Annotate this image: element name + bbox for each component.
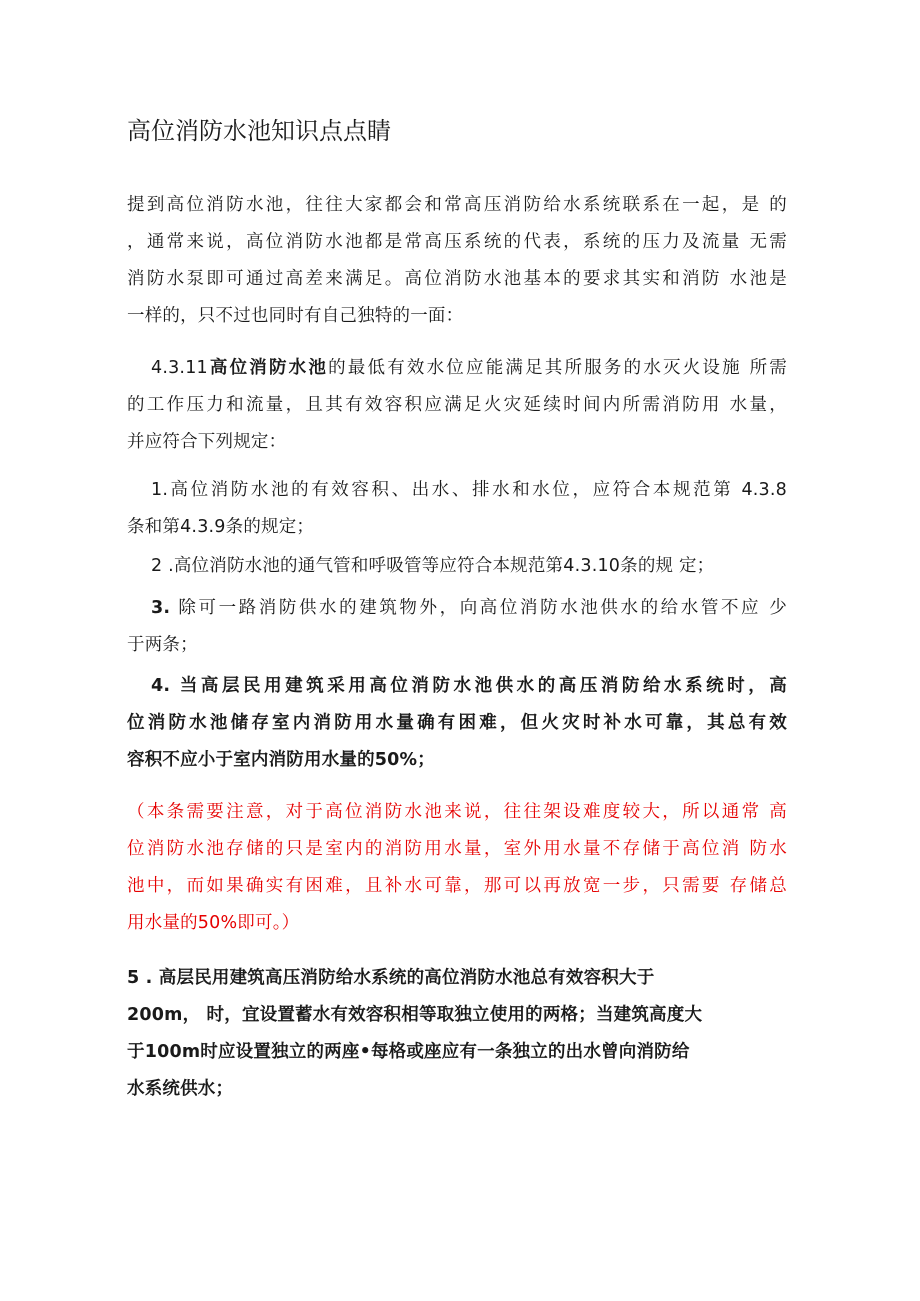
note-paragraph bbox=[127, 794, 787, 942]
clause-number: 4.3.11 bbox=[151, 358, 208, 378]
note-line: （本条需要注意，对于高位消防水池来说，往往架设难度较大，所以通常 高 bbox=[127, 802, 787, 822]
intro-line: ，通常来说，高位消防水池都是常高压系统的代表，系统的压力及流量 无需 bbox=[127, 232, 787, 252]
intro-line: 提到高位消防水池，往往大家都会和常高压消防给水系统联系在一起，是 的 bbox=[127, 195, 787, 215]
intro-line: 一样的，只不过也同时有自己独特的一面： bbox=[127, 306, 464, 326]
note-line: 池中，而如果确实有困难，且补水可靠，那可以再放宽一步，只需要 存储总 bbox=[127, 876, 787, 896]
list-item-line: 4. 当高层民用建筑采用高位消防水池供水的高压消防给水系统时，高 bbox=[151, 676, 787, 696]
list-item-4 bbox=[127, 668, 787, 779]
clause-text: 的最低有效水位应能满足其所服务的水灭火设施 所需 bbox=[328, 358, 787, 378]
list-item-line: 于100m时应设置独立的两座•每格或座应有一条独立的出水曾向消防给 bbox=[127, 1042, 690, 1062]
list-item-line: 5 . 高层民用建筑高压消防给水系统的高位消防水池总有效容积大于 bbox=[127, 968, 655, 988]
list-item-2 bbox=[127, 548, 787, 585]
list-item-line: 位消防水池储存室内消防用水量确有困难，但火灾时补水可靠，其总有效 bbox=[127, 713, 787, 733]
clause-4-3-11 bbox=[127, 350, 787, 461]
list-item-5 bbox=[127, 960, 787, 1108]
note-line: 位消防水池存储的只是室内的消防用水量，室外用水量不存储于高位消 防水 bbox=[127, 839, 787, 859]
note-line: 用水量的50%即可。） bbox=[127, 913, 300, 933]
list-item-3 bbox=[127, 590, 787, 664]
list-item-line: 水系统供水； bbox=[127, 1079, 234, 1099]
list-item-line: 容积不应小于室内消防用水量的50%； bbox=[127, 750, 435, 770]
page-title: 高位消防水池知识点点睛 bbox=[127, 117, 391, 145]
clause-4-3-11-line bbox=[127, 350, 787, 387]
list-item-line: 条和第4.3.9条的规定； bbox=[127, 517, 315, 537]
list-item-1 bbox=[127, 472, 787, 546]
list-item-line bbox=[127, 590, 787, 627]
intro-line: 消防水泵即可通过高差来满足。高位消防水池基本的要求其实和消防 水池是 bbox=[127, 269, 787, 289]
list-item-line: 1.高位消防水池的有效容积、出水、排水和水位，应符合本规范第 4.3.8 bbox=[151, 480, 787, 500]
list-item-text: 除可一路消防供水的建筑物外，向高位消防水池供水的给水管不应 少 bbox=[170, 598, 787, 618]
list-item-line: 2 .高位消防水池的通气管和呼吸管等应符合本规范第4.3.10条的规 定； bbox=[151, 556, 715, 576]
list-item-line: 200m， 时，宜设置蓄水有效容积相等取独立使用的两格；当建筑高度大 bbox=[127, 1005, 703, 1025]
list-item-number: 3. bbox=[151, 598, 171, 618]
clause-4-3-11-line: 并应符合下列规定： bbox=[127, 432, 287, 452]
list-item-line: 于两条； bbox=[127, 635, 198, 655]
clause-4-3-11-line: 的工作压力和流量，且其有效容积应满足火灾延续时间内所需消防用 水量， bbox=[127, 395, 787, 415]
intro-paragraph bbox=[127, 187, 787, 335]
clause-term: 高位消防水池 bbox=[207, 358, 329, 378]
